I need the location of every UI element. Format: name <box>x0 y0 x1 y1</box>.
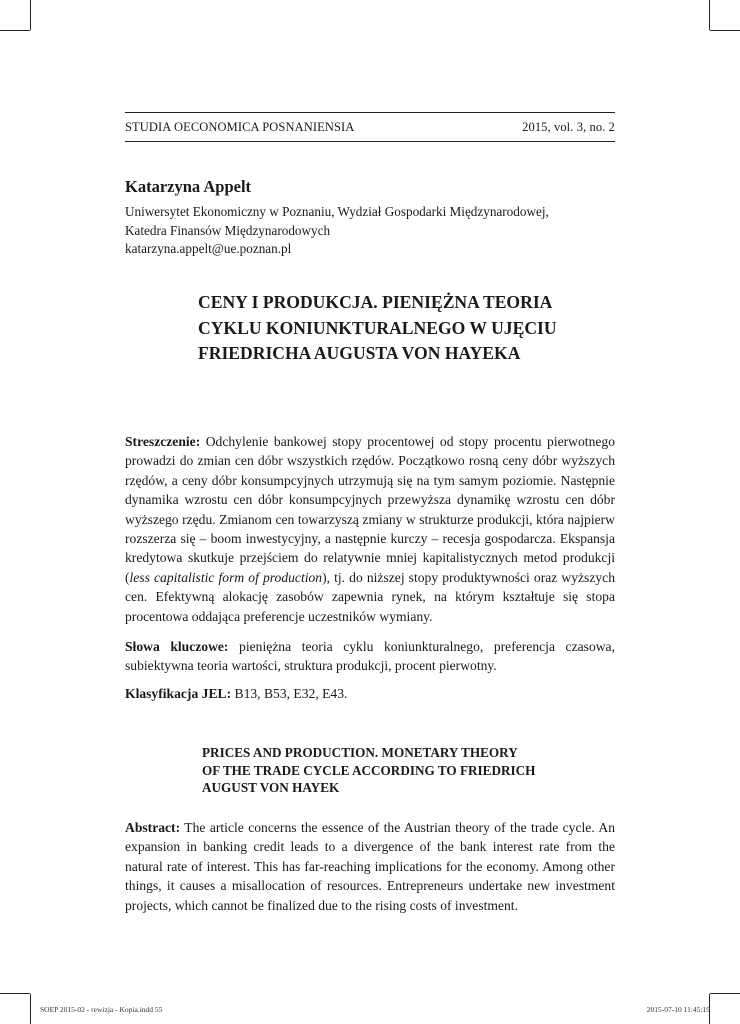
streszczenie-text-end: ), tj. do niższej stopy produktywności oraz wyższych cen. Efektywną alokację zasobów zapewnia rynek, na którym kształtuje się stopa procentowa oddająca preferencje uczestników wymiany. <box>125 569 615 624</box>
streszczenie-paragraph <box>125 432 615 626</box>
running-head <box>125 112 615 142</box>
crop-mark <box>30 994 31 1024</box>
keywords-label: Słowa kluczowe: <box>125 639 229 654</box>
crop-mark <box>30 0 31 30</box>
affiliation-line: Katedra Finansów Międzynarodowych <box>125 222 331 238</box>
crop-mark <box>710 993 740 994</box>
crop-mark <box>710 30 740 31</box>
title-line: OF THE TRADE CYCLE ACCORDING TO FRIEDRICH <box>202 762 536 778</box>
keywords-text: pieniężna teoria cyklu koniunkturalnego, preferencja czasowa, subiektywna teoria wartości, struktura produkcji, procent pierwotny. <box>125 639 615 674</box>
article-title-en <box>202 744 622 797</box>
print-slug-timestamp: 2015-07-10 11:45:19 <box>646 1005 710 1014</box>
crop-mark <box>0 993 30 994</box>
abstract-label: Abstract: <box>125 820 181 835</box>
print-slug-file: SOEP 2015-02 - rewizja - Kopia.indd 55 <box>40 1005 163 1014</box>
abstract-text: The article concerns the essence of the Austrian theory of the trade cycle. An expansion in banking credit leads to a divergence of the bank interest rate from the natural rate of interest. This has far-reaching implications for the economy. Among other things, it causes a misallocation of resources. Entrepreneurs undertake new investment projects, which cannot be finalized due to the rising costs of investment. <box>125 820 615 913</box>
title-line: AUGUST VON HAYEK <box>202 780 340 795</box>
jel-paragraph <box>125 684 615 703</box>
streszczenie-italic: less capitalistic form of production <box>129 569 323 585</box>
issue-info: 2015, vol. 3, no. 2 <box>522 119 615 134</box>
article-title-pl <box>198 290 618 367</box>
crop-mark <box>0 30 30 31</box>
affiliation-line: Uniwersytet Ekonomiczny w Poznaniu, Wydział Gospodarki Międzynarodowej, <box>125 204 549 219</box>
title-line: CYKLU KONIUNKTURALNEGO W UJĘCIU <box>198 317 557 338</box>
crop-mark <box>709 0 710 30</box>
title-line: FRIEDRICHA AUGUSTA VON HAYEKA <box>198 343 521 363</box>
streszczenie-text: Odchylenie bankowej stopy procentowej od stopy procentu pierwotnego prowadzi do zmian cen dóbr wszystkich rzędów. Początkowo rosną ceny dóbr wyższych rzędów, a ceny dóbr konsumpcyjnych utrzymują się na tym samym poziomie. Następnie dynamika wzrostu cen dóbr konsumpcyjnych przewyższa dynamikę wzrostu cen dóbr wyższego rzędu. Zmianom cen towarzyszą zmiany w strukturze produkcji, która najpierw rozszerza się – boom inwestycyjny, a następnie kurczy – recesja gospodarcza. Ekspansja kredytowa skutkuje przejściem do relatywnie mniej kapitalistycznych metod produkcji ( <box>125 434 615 585</box>
title-line: CENY I PRODUKCJA. PIENIĘŻNA TEORIA <box>198 292 553 312</box>
author-block <box>125 177 615 259</box>
jel-label: Klasyfikacja JEL: <box>125 686 232 701</box>
journal-name: STUDIA OECONOMICA POSNANIENSIA <box>125 119 355 134</box>
author-name: Katarzyna Appelt <box>125 177 252 196</box>
author-email[interactable]: katarzyna.appelt@ue.poznan.pl <box>125 241 292 256</box>
jel-codes: B13, B53, E32, E43. <box>231 686 348 701</box>
title-line: PRICES AND PRODUCTION. MONETARY THEORY <box>202 745 518 760</box>
streszczenie-label: Streszczenie: <box>125 434 201 449</box>
abstract-en-paragraph <box>125 818 615 915</box>
keywords-paragraph <box>125 637 615 676</box>
